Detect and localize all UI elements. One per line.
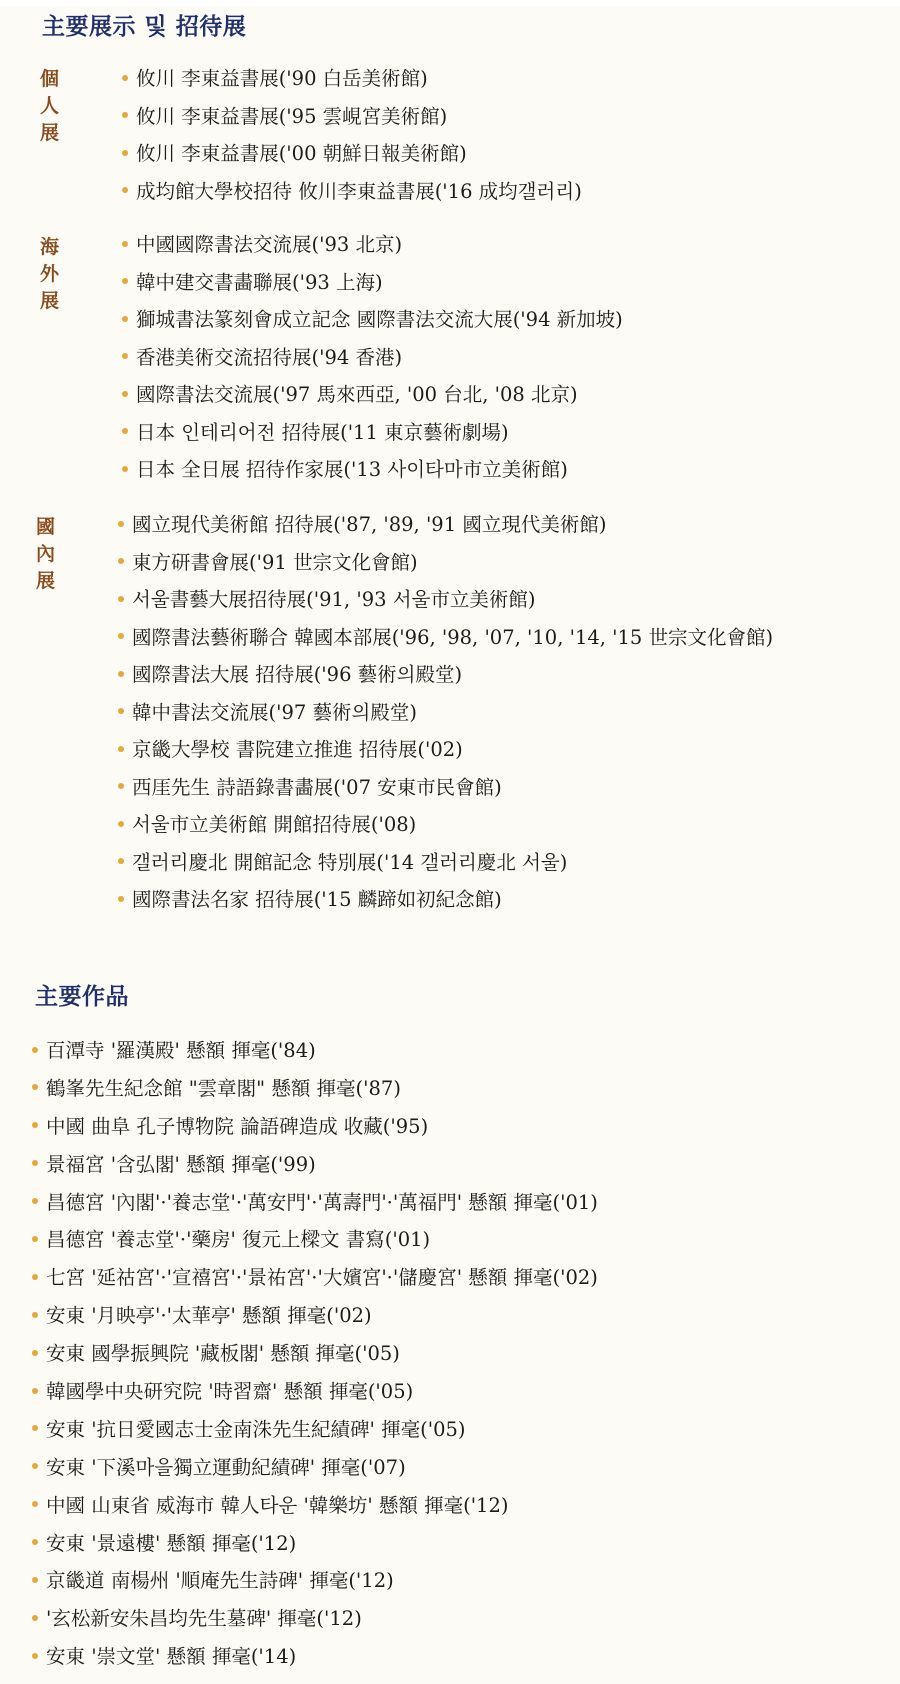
list-item: 日本 인테리어전 招待展('11 東京藝術劇場) <box>122 414 623 452</box>
bullet-icon <box>122 316 128 322</box>
list-item: '玄松新安朱昌均先生墓碑' 揮毫('12) <box>32 1600 598 1638</box>
bullet-icon <box>32 1084 38 1090</box>
list-item: 中國 山東省 威海市 韓人타운 '韓樂坊' 懸額 揮毫('12) <box>32 1487 598 1525</box>
bullet-icon <box>122 391 128 397</box>
list-item: 安東 '崇文堂' 懸額 揮毫('14) <box>32 1638 598 1676</box>
works-list <box>32 1032 598 1676</box>
list-item: 成均館大學校招待 攸川李東益書展('16 成均갤러리) <box>122 173 582 211</box>
bullet-icon <box>118 596 124 602</box>
domestic-exhibition-list <box>118 506 773 919</box>
list-item: 安東 '抗日愛國志士金南洙先生紀績碑' 揮毫('05) <box>32 1411 598 1449</box>
list-item: 景福宮 '含弘閣' 懸額 揮毫('99) <box>32 1146 598 1184</box>
bullet-icon <box>122 278 128 284</box>
list-item: 百潭寺 '羅漢殿' 懸額 揮毫('84) <box>32 1032 598 1070</box>
bullet-icon <box>32 1501 38 1507</box>
bullet-icon <box>32 1160 38 1166</box>
list-item: 七宮 '延祜宮'·'宣禧宮'·'景祐宮'·'大嬪宮'·'儲慶宮' 懸額 揮毫('02) <box>32 1259 598 1297</box>
bullet-icon <box>32 1615 38 1621</box>
list-item: 安東 國學振興院 '藏板閣' 懸額 揮毫('05) <box>32 1335 598 1373</box>
bullet-icon <box>32 1425 38 1431</box>
list-item: 中國 曲阜 孔子博物院 論語碑造成 收藏('95) <box>32 1108 598 1146</box>
bullet-icon <box>32 1198 38 1204</box>
list-item: 日本 全日展 招待作家展('13 사이타마市立美術館) <box>122 451 623 489</box>
list-item: 京畿道 南楊州 '順庵先生詩碑' 揮毫('12) <box>32 1562 598 1600</box>
list-item: 國立現代美術館 招待展('87, '89, '91 國立現代美術館) <box>118 506 773 544</box>
list-item: 獅城書法篆刻會成立記念 國際書法交流大展('94 新加坡) <box>122 301 623 339</box>
overseas-exhibition-list <box>122 226 623 489</box>
section-title-exhibitions: 主要展示 및 招待展 <box>42 14 247 40</box>
bullet-icon <box>118 896 124 902</box>
list-item: 서울市立美術館 開館招待展('08) <box>118 806 773 844</box>
bullet-icon <box>122 466 128 472</box>
list-item: 國際書法交流展('97 馬來西亞, '00 台北, '08 北京) <box>122 376 623 414</box>
bullet-icon <box>122 75 128 81</box>
list-item: 國際書法大展 招待展('96 藝術의殿堂) <box>118 656 773 694</box>
bullet-icon <box>32 1539 38 1545</box>
bullet-icon <box>32 1577 38 1583</box>
section-title-works: 主要作品 <box>35 984 129 1010</box>
bullet-icon <box>118 521 124 527</box>
list-item: 攸川 李東益書展('95 雲峴宮美術館) <box>122 98 582 136</box>
bullet-icon <box>118 821 124 827</box>
bullet-icon <box>122 428 128 434</box>
group-label-solo: 個人展 <box>40 68 60 144</box>
bullet-icon <box>118 783 124 789</box>
bullet-icon <box>32 1122 38 1128</box>
list-item: 國際書法名家 招待展('15 麟蹄如初紀念館) <box>118 881 773 919</box>
group-label-domestic: 國內展 <box>36 516 56 592</box>
bullet-icon <box>32 1312 38 1318</box>
bullet-icon <box>118 558 124 564</box>
bullet-icon <box>122 150 128 156</box>
bullet-icon <box>32 1047 38 1053</box>
list-item: 京畿大學校 書院建立推進 招待展('02) <box>118 731 773 769</box>
list-item: 攸川 李東益書展('00 朝鮮日報美術館) <box>122 135 582 173</box>
bullet-icon <box>122 353 128 359</box>
bullet-icon <box>122 241 128 247</box>
bullet-icon <box>118 746 124 752</box>
bullet-icon <box>32 1274 38 1280</box>
top-margin <box>0 0 900 6</box>
list-item: 香港美術交流招待展('94 香港) <box>122 339 623 377</box>
bullet-icon <box>118 858 124 864</box>
list-item: 갤러리慶北 開館記念 特別展('14 갤러리慶北 서울) <box>118 844 773 882</box>
bullet-icon <box>32 1653 38 1659</box>
list-item: 西厓先生 詩語錄書畵展('07 安東市民會館) <box>118 769 773 807</box>
group-label-overseas: 海外展 <box>40 236 60 312</box>
bullet-icon <box>32 1350 38 1356</box>
bullet-icon <box>32 1236 38 1242</box>
list-item: 安東 '下溪마을獨立運動紀績碑' 揮毫('07) <box>32 1449 598 1487</box>
list-item: 安東 '景遠樓' 懸額 揮毫('12) <box>32 1525 598 1563</box>
bullet-icon <box>118 708 124 714</box>
bullet-icon <box>118 671 124 677</box>
bullet-icon <box>122 112 128 118</box>
list-item: 서울書藝大展招待展('91, '93 서울市立美術館) <box>118 581 773 619</box>
list-item: 安東 '月映亭'·'太華亭' 懸額 揮毫('02) <box>32 1297 598 1335</box>
list-item: 鶴峯先生紀念館 "雲章閣" 懸額 揮毫('87) <box>32 1070 598 1108</box>
list-item: 昌德宮 '內閣'·'養志堂'·'萬安門'·'萬壽門'·'萬福門' 懸額 揮毫('01) <box>32 1184 598 1222</box>
list-item: 東方研書會展('91 世宗文化會館) <box>118 544 773 582</box>
list-item: 韓中建交書畵聯展('93 上海) <box>122 264 623 302</box>
list-item: 中國國際書法交流展('93 北京) <box>122 226 623 264</box>
bullet-icon <box>118 633 124 639</box>
list-item: 國際書法藝術聯合 韓國本部展('96, '98, '07, '10, '14, '15 世宗文化會館) <box>118 619 773 657</box>
list-item: 韓中書法交流展('97 藝術의殿堂) <box>118 694 773 732</box>
list-item: 韓國學中央研究院 '時習齋' 懸額 揮毫('05) <box>32 1373 598 1411</box>
list-item: 昌德宮 '養志堂'·'藥房' 復元上樑文 書寫('01) <box>32 1221 598 1259</box>
bullet-icon <box>32 1463 38 1469</box>
bullet-icon <box>122 187 128 193</box>
solo-exhibition-list <box>122 60 582 210</box>
list-item: 攸川 李東益書展('90 白岳美術館) <box>122 60 582 98</box>
bullet-icon <box>32 1388 38 1394</box>
